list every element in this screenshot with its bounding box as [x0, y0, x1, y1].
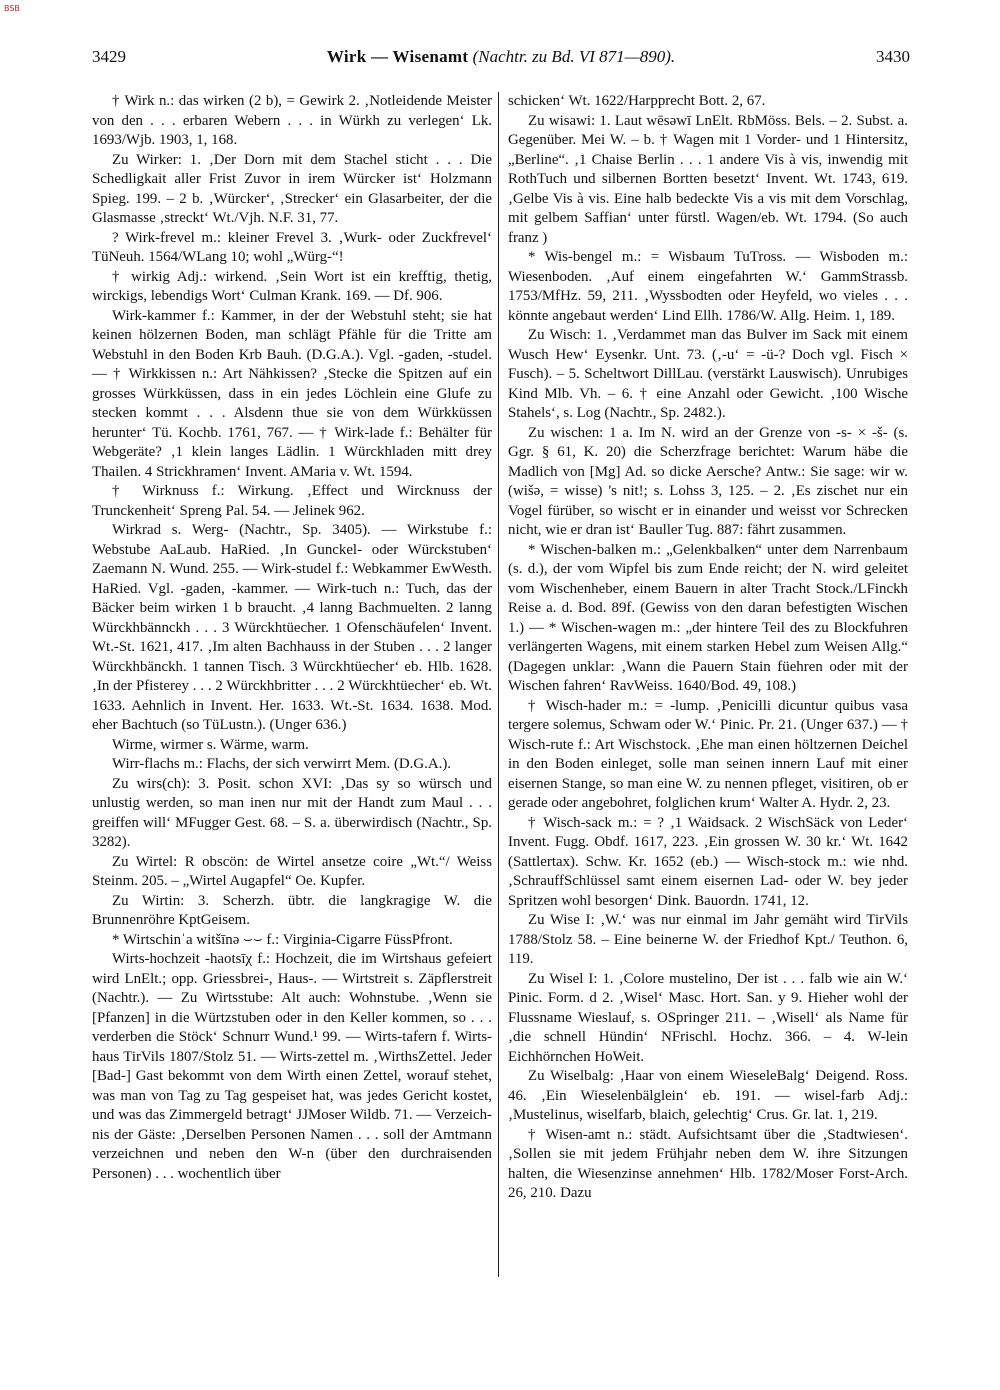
entry-wiselbalg: Zu Wiselbalg: ‚Haar von einem WieseleBalg‘ Deigend. Ross. 46. ‚Ein Wieselenbälglein‘ eb. 191. — wisel-farb Adj.: ‚Mustelinus, wiselfarb, blaich, gelechtig‘ Crus. Gr. lat. 1, 219. — [508, 1068, 908, 1123]
entry-wischen: Zu wischen: 1 a. Im N. wird an der Grenze von -s- × -š- (s. Ggr. § 61, K. 20) die Scherzfrage berichtet: Warum häbe die Madlich von [Mg] Ad. so dicke Aersche? Antw.: Sie sage: wir w. (wišə, = wisse) 's nit!; s. Lohss 3, 125. – 2. ‚Es zischet nur ein Vogel fürüber, so wischt er in einander und weisst vor Schrecken nicht, wie er dran ist‘ Bauller Tug. 887: fährt zusammen. — [508, 424, 908, 538]
entry-wirknuss: † Wirknuss f.: Wirkung. ‚Effect und Wircknuss der Trunckenheit‘ Spreng Pal. 54. — Jelinek 962. — [92, 483, 492, 519]
entry-wirk-kammer: Wirk-kammer f.: Kammer, in der der Webstuhl steht; sie hat keinen hölzernen Boden, man schlägt Pfähle für die Tritte am Webstuhl in den Boden Krb Bauh. (D.G.A.). Vgl. -gaden, -studel. — † Wirkkissen n.: Art Nähkissen? ‚Stecke die Spitzen auf ein grosses Würkküssen, dass in ein jedes Löchlein eine Glufe zu stecken kommt . . . Alsdenn thue sie von dem Würkküssen herunter‘ Tü. Kochb. 1761, 767. — † Wirk-lade f.: Behälter für Webgeräte? ‚1 klein langes Lädlin. 1 Würckhladen mitt drey Thailen. 4 Strickhramen‘ Invent. AMaria v. Wt. 1594. — [92, 307, 492, 480]
header-title — [92, 47, 910, 67]
right-column — [508, 92, 908, 1282]
entry-wirtschina: * Wirtschinˈa witšīnə ⌣⌣ f.: Virginia-Cigarre FüssPfront. — [112, 931, 453, 948]
left-column — [92, 92, 492, 1282]
entry-wisch-hader: † Wisch-hader m.: = -lump. ‚Penicilli dicuntur quibus vasa tergere solemus, Schwam oder W.‘ Pinic. Pr. 21. (Unger 637.) — † Wisch-rute f.: Art Wischstock. ‚Ehe man einen höltzernen Deichel in den Boden einleget, solle man seinen innern Lauf mit einer eisernen Stange, so man eine W. zu nennen pfleget, visitiren, ob er gerade oder angebohret, folglichen krum‘ Walter A. Hydr. 2, 23. — [508, 697, 908, 811]
entry-wisch: Zu Wisch: 1. ‚Verdammet man das Bulver im Sack mit einem Wusch Hew‘ Eysenkr. Unt. 73. (‚-u‘ = -ü-? Doch vgl. Fisch × Fusch). – 5. Scheltwort DillLau. (verstärkt Lauswisch). Unrubiges Kind Mlb. Vh. – 6. † eine Anzahl oder Gewicht. ‚100 Wische Stahels‘, s. Log (Nachtr., Sp. 2482.). — [508, 327, 908, 421]
entry-wisel: Zu Wisel I: 1. ‚Colore mustelino, Der ist . . . falb wie ain W.‘ Pinic. Form. d 2. ‚Wisel‘ Masc. Hort. San. y 9. Hieher wohl der Flussname Wieslauf, s. OSpringer 211. – ‚Wisell‘ als Name für ‚die schnell Hündin‘ NFrischl. Hochz. 366. – 4. W-lein Eichhörnchen HoWeit. — [508, 970, 908, 1065]
entry-wisawi: Zu wisawi: 1. Laut wēsəwī LnElt. RbMöss. Bels. – 2. Subst. a. Gegenüber. Mei W. – b. † Wagen mit 1 Vorder- und 1 Hintersitz, „Berline“. ‚1 Chaise Berlin . . . 1 andere Vis à vis, inwendig mit RothTuch und silbernen Bortten besetzt‘ Invent. Wt. 1743, 619. ‚Gelbe Vis à vis. Eine halb bedeckte Vis a vis mit dem Vorschlag, mit gelbem Saffian‘ unter fürstl. Wagen/eb. Wt. 1794. (So auch franz ) — [508, 112, 908, 246]
page-number-right: 3430 — [876, 47, 910, 66]
column-divider — [498, 92, 499, 1277]
entry-wischen-balken: * Wischen-balken m.: „Gelenkbalken“ unter dem Narrenbaum (s. d.), der vom Wipfel bis zum Ende reicht; der N. wird geleitet vom Wischenheber, einem Bauern in alter Tracht Stock./LFinckh Reise a. d. Bod. 89f. (Gewiss von den daran befestigten Wischen 1.) — * Wischen-wagen m.: „der hintere Teil des zu Blockfuhren verlängerten Wagens, mit einem starken Hebel zum Weisen Allg.“ (Dagegen unklar: ‚Wann die Pauern Stain füehren oder mit der Wischen fahren‘ RavWeiss. 1640/Bod. 49, 108.) — [508, 541, 908, 694]
library-stamp: BSB — [4, 4, 20, 13]
entry-wirk-frevel: ? Wirk-frevel m.: kleiner Frevel 3. ‚Wurk- oder Zuckfrevel‘ TüNeuh. 1564/WLang 10; wohl „Würg-“! — [92, 229, 492, 265]
entry-wisen-amt: † Wisen-amt n.: städt. Aufsichtsamt über die ‚Stadtwiesen‘. ‚Sollen sie mit jedem Frühjahr neben dem W. ihre Sitzungen halten, die Wiesenzinse annehmen‘ Hlb. 1782/Moser Forst-Arch. 26, 210. Dazu — [508, 1126, 908, 1201]
entry-wirtel: Zu Wirtel: R obscön: de Wirtel ansetze coire „Wt.“/ Weiss Steinm. 205. – „Wirtel Augapfel“ Oe. Kupfer. — [92, 853, 492, 889]
headword-range: Wirk — Wisenamt — [326, 47, 469, 66]
entry-wirtin: Zu Wirtin: 3. Scherzh. übtr. die langkragige W. die Brunnenröhre KptGeisem. — [92, 892, 492, 928]
page-number-left: 3429 — [92, 47, 126, 66]
entry-wirk: † Wirk n.: das wirken (2 b), = Gewirk 2. ‚Notleidende Meister von den . . . erbaren Webern . . . in Würkh zu verlegen‘ Lk. 1693/Wjb. 1903, 1, 168. — [92, 93, 492, 148]
supplement-note: (Nachtr. zu Bd. VI 871—890). — [472, 47, 676, 66]
entry-wirr-flachs: Wirr-flachs m.: Flachs, der sich verwirrt Mem. (D.G.A.). — [112, 756, 452, 772]
entry-wirkig: † wirkig Adj.: wirkend. ‚Sein Wort ist ein krefftig, thetig, wirckigs, lebendigs Wort‘ Culman Krank. 169. — Df. 906. — [92, 268, 492, 304]
entry-wirsch: Zu wirs(ch): 3. Posit. schon XVI: ‚Das sy so würsch und unlustig werden, so man inen nur mit der Handt zum Maul . . . greiffen will‘ MFugger Gest. 68. – S. a. überwirdisch (Nachtr., Sp. 3282). — [92, 775, 492, 850]
entry-wirker: Zu Wirker: 1. ‚Der Dorn mit dem Stachel sticht . . . Die Schedligkait aller Frist Zuvor in irem Würcker ist‘ Holzmann Spieg. 199. – 2 b. ‚Würcker‘, ‚Strecker‘ ein Glasarbeiter, der die Glasmasse ‚streckt‘ Wt./Vjh. N.F. 31, 77. — [92, 151, 492, 226]
entry-wisch-sack: † Wisch-sack m.: = ? ‚1 Waidsack. 2 WischSäck von Leder‘ Invent. Fugg. Obdf. 1617, 223. ‚Ein grossen W. 30 kr.‘ Wt. 1642 (Sattlertax). Schw. Kr. 1652 (eb.) — Wisch-stock m.: wie nhd. ‚SchrauffSchlüssel samt einem eisernen Lad- oder W. bey jeder Spritzen wohl besorgen‘ Dink. Bauordn. 1741, 12. — [508, 814, 908, 909]
entry-wirkrad: Wirkrad s. Werg- (Nachtr., Sp. 3405). — Wirkstube f.: Webstube AaLaub. HaRied. ‚In Gunckel- oder Würckstuben‘ Zaemann N. Wund. 255. — Wirk-studel f.: Webkammer EwWesth. HaRied. Vgl. -gaden, -kammer. — Wirk-tuch n.: Tuch, das der Bäcker beim wirken 1 b braucht. ‚4 lanng Bachmuelten. 2 lanng Würckhbännckh . . . 3 Würckhtüecher. 1 Ofenschäufelen‘ Invent. Wt.-St. 1621, 417. ‚Im alten Bachhauss in der Stuben . . . 2 langer Würckhbänckh. 1 tannen Tisch. 3 Würckhtüecher‘ eb. Hlb. 1628. ‚In der Pfisterey . . . 2 Würckhbritter . . . 2 Würckhtüecher‘ eb. Wt. 1633. Aehnlich in Invent. Her. 1633. Wt.-St. 1634. 1638. Mod. eher Bachtuch (so TüLustn.). (Unger 636.) — [92, 522, 492, 733]
entry-wis-bengel: * Wis-bengel m.: = Wisbaum TuTross. — Wisboden m.: Wiesenboden. ‚Auf einem eingefahrten W.‘ GammStrassb. 1753/MfHz. 59, 211. ‚Wyssbodten oder Heyfeld, wo vieles . . . könnte angebaut werden‘ Lind Ellh. 1786/W. Allg. Heim. 1, 189. — [508, 249, 908, 324]
entry-continuation: schicken‘ Wt. 1622/Harpprecht Bott. 2, 67. — [508, 93, 766, 109]
entry-wirts-hochzeit: Wirts-hochzeit -haotsīχ f.: Hochzeit, die im Wirtshaus gefeiert wird LnElt.; opp. Griessbrei-, Haus-. — Wirtstreit s. Zäpflerstreit (Nachtr.). — Zu Wirtsstube: Alt auch: Wohnstube. ‚Wenn sie [Pfanzen] in die Würtzstuben oder in den Keller kommen, so . . . verderben die Stöck‘ Schnurr Wund.¹ 99. — Wirts-tafern f. Wirtshaus TirVils 1807/Stolz 51. — Wirts-zettel m. ‚WirthsZettel. Jeder [Bad-] Gast bekommt von dem Wirth einen Zettel, worauf stehet, was man von Tag zu Tag gespeiset hat, was jedes Gericht kostet, und was das Zimmergeld betragt‘ JJMoser Wildb. 71. — Verzeichnis der Gäste: ‚Derselben Personen Namen . . . soll der Amtmann verzeichnen und neben den W-n (über den durchraisenden Personen) . . . wochentlich über — [92, 951, 492, 1182]
entry-wirme: Wirme, wirmer s. Wärme, warm. — [112, 736, 309, 753]
entry-wise: Zu Wise I: ‚W.‘ was nur einmal im Jahr gemäht wird TirVils 1788/Stolz 58. – Eine beinerne W. der Friedhof Kpt./ Teuthon. 6, 119. — [508, 912, 908, 967]
running-header — [92, 47, 910, 69]
